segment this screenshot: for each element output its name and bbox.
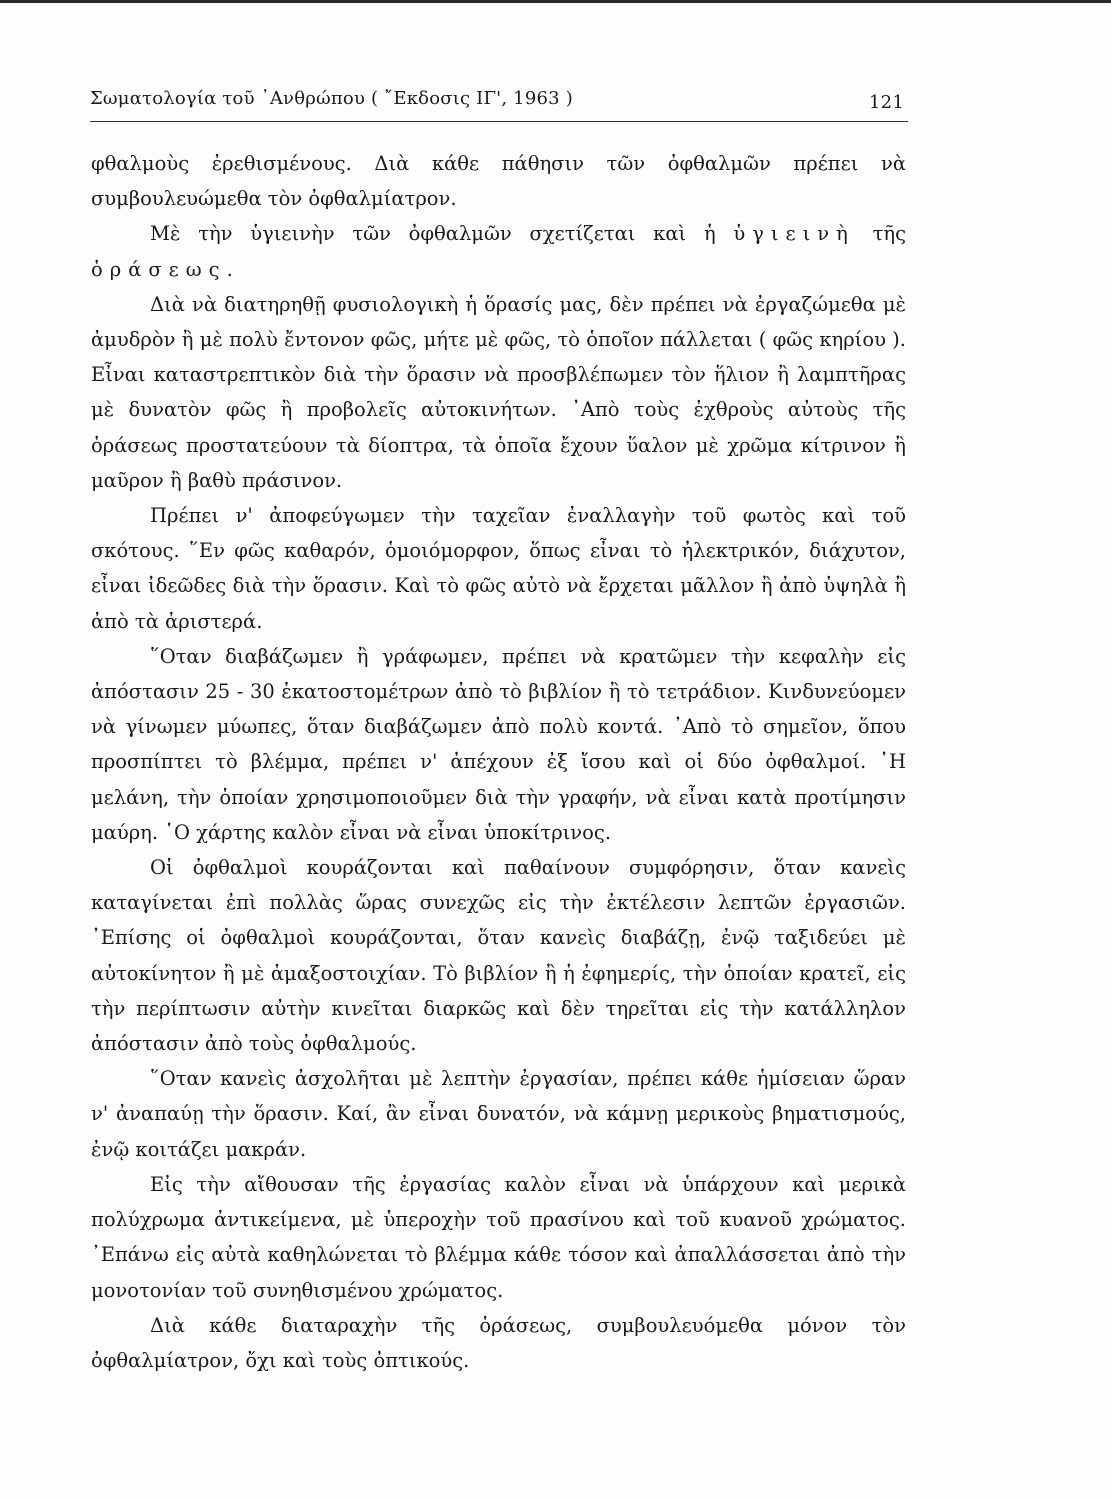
paragraph: φθαλμοὺς ἐρεθισμένους. Διὰ κάθε πάθησιν τῶν ὀφθαλμῶν πρέπει νὰ συμβουλευώμεθα τὸν ὀφθαλμίατρον. — [91, 152, 906, 211]
paragraph-lead: Μὲ τὴν ὑγιεινὴν τῶν ὀφθαλμῶν σχετίζεται καὶ ἡ — [150, 222, 734, 246]
spaced-emphasis: ὁράσεως — [91, 257, 227, 281]
paragraph-mid: τῆς — [854, 222, 906, 246]
running-title: Σωματολογία τοῦ ᾿Ανθρώπου ( ῎Εκδοσις ΙΓ', 1963 ) — [90, 88, 573, 109]
paragraph: Εἰς τὴν αἴθουσαν τῆς ἐργασίας καλὸν εἶναι νὰ ὑπάρχουν καὶ μερικὰ πολύχρωμα ἀντικείμενα, μὲ ὑπεροχὴν τοῦ πρασίνου καὶ τοῦ κυανοῦ χρώματος. ᾿Επάνω εἰς αὐτὰ καθηλώνεται τὸ βλέμμα κάθε τόσον καὶ ἀπαλλάσσεται ἀπὸ τὴν μονοτονίαν τοῦ συνηθισμένου χρώματος. — [91, 1172, 906, 1302]
scan-top-edge — [0, 0, 1111, 3]
paragraph — [91, 216, 906, 286]
header-rule — [90, 121, 908, 122]
spaced-emphasis: ὑγιεινὴ — [733, 222, 855, 246]
paragraph: ῞Οταν διαβάζωμεν ἢ γράφωμεν, πρέπει νὰ κρατῶμεν τὴν κεφαλὴν εἰς ἀπόστασιν 25 - 30 ἑκατοστομέτρων ἀπὸ τὸ βιβλίον ἢ τὸ τετράδιον. Κινδυνεύομεν νὰ γίνωμεν μύωπες, ὅταν διαβάζωμεν ἀπὸ πολὺ κοντά. ᾿Απὸ τὸ σημεῖον, ὅπου προσπίπτει τὸ βλέμμα, πρέπει ν' ἀπέχουν ἐξ ἴσου καὶ οἱ δύο ὀφθαλμοί. ῾Η μελάνη, τὴν ὁποίαν χρησιμοποιοῦμεν διὰ τὴν γραφήν, νὰ εἶναι κατὰ προτίμησιν μαύρη. ῾Ο χάρτης καλὸν εἶναι νὰ εἶναι ὑποκίτρινος. — [91, 644, 906, 844]
paragraph: Πρέπει ν' ἀποφεύγωμεν τὴν ταχεῖαν ἐναλλαγὴν τοῦ φωτὸς καὶ τοῦ σκότους. ῞Εν φῶς καθαρόν, ὁμοιόμορφον, ὅπως εἶναι τὸ ἠλεκτρικόν, διάχυτον, εἶναι ἰδεῶδες διὰ τὴν ὅρασιν. Καὶ τὸ φῶς αὐτὸ νὰ ἔρχεται μᾶλλον ἢ ἀπὸ ὑψηλὰ ἢ ἀπὸ τὰ ἀριστερά. — [91, 504, 906, 633]
paragraph: Διὰ νὰ διατηρηθῇ φυσιολογικὴ ἡ ὅρασίς μας, δὲν πρέπει νὰ ἐργαζώμεθα μὲ ἀμυδρὸν ἢ μὲ πολὺ ἔντονον φῶς, μήτε μὲ φῶς, τὸ ὁποῖον πάλλεται ( φῶς κηρίου ). Εἶναι καταστρεπτικὸν διὰ τὴν ὅρασιν νὰ προσβλέπωμεν τὸν ἥλιον ἢ λαμπτῆρας μὲ δυνατὸν φῶς ἢ προβολεῖς αὐτοκινήτων. ᾿Απὸ τοὺς ἐχθροὺς αὐτοὺς τῆς ὁράσεως προστατεύουν τὰ δίοπτρα, τὰ ὁποῖα ἔχουν ὕαλον μὲ χρῶμα κίτρινον ἢ μαῦρον ἢ βαθὺ πράσινον. — [91, 292, 906, 492]
paragraph: Οἱ ὀφθαλμοὶ κουράζονται καὶ παθαίνουν συμφόρησιν, ὅταν κανεὶς καταγίνεται ἐπὶ πολλὰς ὥρας συνεχῶς εἰς τὴν ἐκτέλεσιν λεπτῶν ἐργασιῶν. ᾿Επίσης οἱ ὀφθαλμοὶ κουράζονται, ὅταν κανεὶς διαβάζῃ, ἐνῷ ταξιδεύει μὲ αὐτοκίνητον ἢ μὲ ἁμαξοστοιχίαν. Τὸ βιβλίον ἢ ἡ ἐφημερίς, τὴν ὁποίαν κρατεῖ, εἰς τὴν περίπτωσιν αὐτὴν κινεῖται διαρκῶς καὶ δὲν τηρεῖται εἰς τὴν κατάλληλον ἀπόστασιν ἀπὸ τοὺς ὀφθαλμούς. — [91, 856, 906, 1056]
paragraph: ῞Οταν κανεὶς ἀσχολῆται μὲ λεπτὴν ἐργασίαν, πρέπει κάθε ἡμίσειαν ὥραν ν' ἀναπαύῃ τὴν ὅρασιν. Καί, ἂν εἶναι δυνατόν, νὰ κάμνῃ μερικοὺς βηματισμούς, ἐνῷ κοιτάζει μακράν. — [91, 1067, 906, 1161]
page-number: 121 — [869, 92, 904, 113]
running-header — [90, 84, 908, 118]
body-text — [91, 146, 906, 1378]
paragraph-tail: . — [226, 257, 233, 281]
paragraph: Διὰ κάθε διαταραχὴν τῆς ὁράσεως, συμβουλευόμεθα μόνον τὸν ὀφθαλμίατρον, ὄχι καὶ τοὺς ὀπτικούς. — [91, 1313, 906, 1372]
